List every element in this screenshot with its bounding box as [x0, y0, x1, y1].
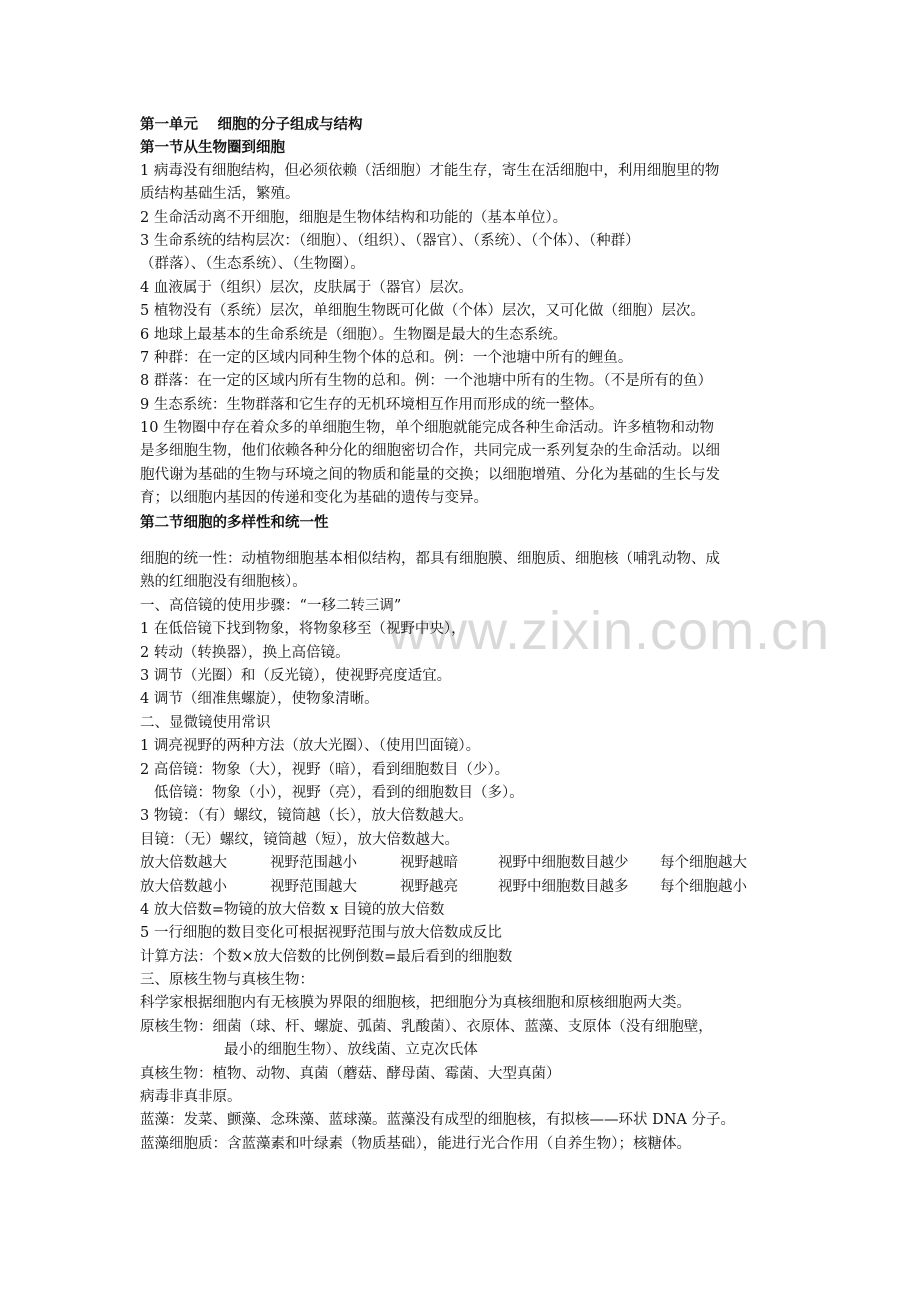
comparison-row [140, 876, 790, 899]
text-line: 是多细胞生物，他们依赖各种分化的细胞密切合作，共同完成一系列复杂的生命活动。以细 [140, 443, 720, 460]
text-line: 8 群落：在一定的区域内所有生物的总和。例：一个池塘中所有的生物。（不是所有的鱼） [140, 373, 713, 390]
comparison-cell: 视野越亮 [400, 878, 458, 895]
text-line: 2 生命活动离不开细胞，细胞是生物体结构和功能的（基本单位）。 [140, 209, 568, 226]
text-line: 4 血液属于（组织）层次，皮肤属于（器官）层次。 [140, 279, 473, 296]
comparison-cell: 视野范围越小 [270, 855, 357, 872]
text-line: 2 高倍镜：物象（大），视野（暗），看到细胞数目（少）。 [140, 761, 510, 778]
text-line: 3 物镜：（有）螺纹，镜筒越（长），放大倍数越大。 [140, 808, 473, 825]
text-line: 真核生物：植物、动物、真菌（蘑菇、酵母菌、霉菌、大型真菌） [140, 1065, 561, 1082]
text-line: 5 一行细胞的数目变化可根据视野范围与放大倍数成反比 [140, 925, 502, 942]
text-line: 二、显微镜使用常识 [140, 714, 271, 731]
text-line: 目镜：（无）螺纹，镜筒越（短），放大倍数越大。 [140, 831, 459, 848]
text-line: 细胞的统一性：动植物细胞基本相似结构，都具有细胞膜、细胞质、细胞核（哺乳动物、成 [140, 551, 720, 568]
comparison-cell: 每个细胞越小 [660, 878, 747, 895]
text-line: 胞代谢为基础的生物与环境之间的物质和能量的交换；以细胞增殖、分化为基础的生长与发 [140, 466, 720, 483]
text-line: 最小的细胞生物）、放线菌、立克次氏体 [224, 1042, 478, 1059]
text-line: 三、原核生物与真核生物： [140, 972, 314, 989]
text-line: 7 种群：在一定的区域内同种生物个体的总和。例：一个池塘中所有的鲤鱼。 [140, 349, 633, 366]
text-line: 10 生物圈中存在着众多的单细胞生物，单个细胞就能完成各种生命活动。许多植物和动物 [140, 420, 715, 437]
text-line: 5 植物没有（系统）层次，单细胞生物既可化做（个体）层次，又可化做（细胞）层次。 [140, 303, 705, 320]
comparison-cell: 放大倍数越小 [140, 878, 227, 895]
section-heading: 第一单元 细胞的分子组成与结构 [140, 116, 363, 133]
text-line: 育；以细胞内基因的传递和变化为基础的遗传与变异。 [140, 490, 488, 507]
text-line: 2 转动（转换器），换上高倍镜。 [140, 644, 350, 661]
comparison-cell: 视野越暗 [400, 855, 458, 872]
text-line: 1 病毒没有细胞结构，但必须依赖（活细胞）才能生存，寄生在活细胞中，利用细胞里的物 [140, 162, 720, 179]
comparison-cell: 每个细胞越大 [660, 855, 747, 872]
text-line: 9 生态系统：生物群落和它生存的无机环境相互作用而形成的统一整体。 [140, 396, 604, 413]
text-line: 一、高倍镜的使用步骤：“一移二转三调” [140, 597, 402, 614]
section-heading: 第二节细胞的多样性和统一性 [140, 513, 329, 531]
watermark-text: www.zixin.com.cn [388, 601, 831, 661]
text-line: 科学家根据细胞内有无核膜为界限的细胞核，把细胞分为真核细胞和原核细胞两大类。 [140, 995, 691, 1012]
text-line: 6 地球上最基本的生命系统是（细胞）。生物圈是最大的生态系统。 [140, 326, 568, 343]
text-line: 计算方法：个数×放大倍数的比例倒数=最后看到的细胞数 [140, 948, 513, 965]
comparison-cell: 视野中细胞数目越少 [498, 855, 629, 872]
comparison-cell: 视野范围越大 [270, 878, 357, 895]
text-line: 3 调节（光圈）和（反光镜），使视野亮度适宜。 [140, 667, 452, 684]
text-line: 熟的红细胞没有细胞核）。 [140, 574, 307, 591]
text-line: 低倍镜：物象（小），视野（亮），看到的细胞数目（多）。 [154, 784, 524, 801]
text-line: 1 在低倍镜下找到物象，将物象移至（视野中央）， [140, 621, 466, 638]
comparison-cell: 视野中细胞数目越多 [498, 878, 629, 895]
text-line: 4 放大倍数=物镜的放大倍数 x 目镜的放大倍数 [140, 901, 445, 918]
document-body [140, 113, 790, 1156]
comparison-cell: 放大倍数越大 [140, 855, 227, 872]
text-line: 4 调节（细准焦螺旋），使物象清晰。 [140, 691, 379, 708]
text-line: 病毒非真非原。 [140, 1089, 242, 1106]
text-line: （群落）、（生态系统）、（生物圈）。 [140, 256, 365, 273]
text-line: 原核生物：细菌（球、杆、螺旋、弧菌、乳酸菌）、衣原体、蓝藻、支原体（没有细胞壁， [140, 1018, 713, 1035]
text-line: 1 调亮视野的两种方法（放大光圈）、（使用凹面镜）。 [140, 738, 481, 755]
paragraph-gap [140, 534, 790, 548]
text-line: 蓝藻：发菜、颤藻、念珠藻、蓝球藻。蓝藻没有成型的细胞核，有拟核——环状 DNA 分子。 [140, 1112, 735, 1129]
text-line: 蓝藻细胞质：含蓝藻素和叶绿素（物质基础），能进行光合作用（自养生物）；核糖体。 [140, 1135, 691, 1152]
text-line: 质结构基础生活，繁殖。 [140, 186, 300, 203]
comparison-row [140, 852, 790, 875]
section-heading: 第一节从生物圈到细胞 [140, 139, 285, 157]
text-line: 3 生命系统的结构层次：（细胞）、（组织）、（器官）、（系统）、（个体）、（种群） [140, 232, 640, 249]
